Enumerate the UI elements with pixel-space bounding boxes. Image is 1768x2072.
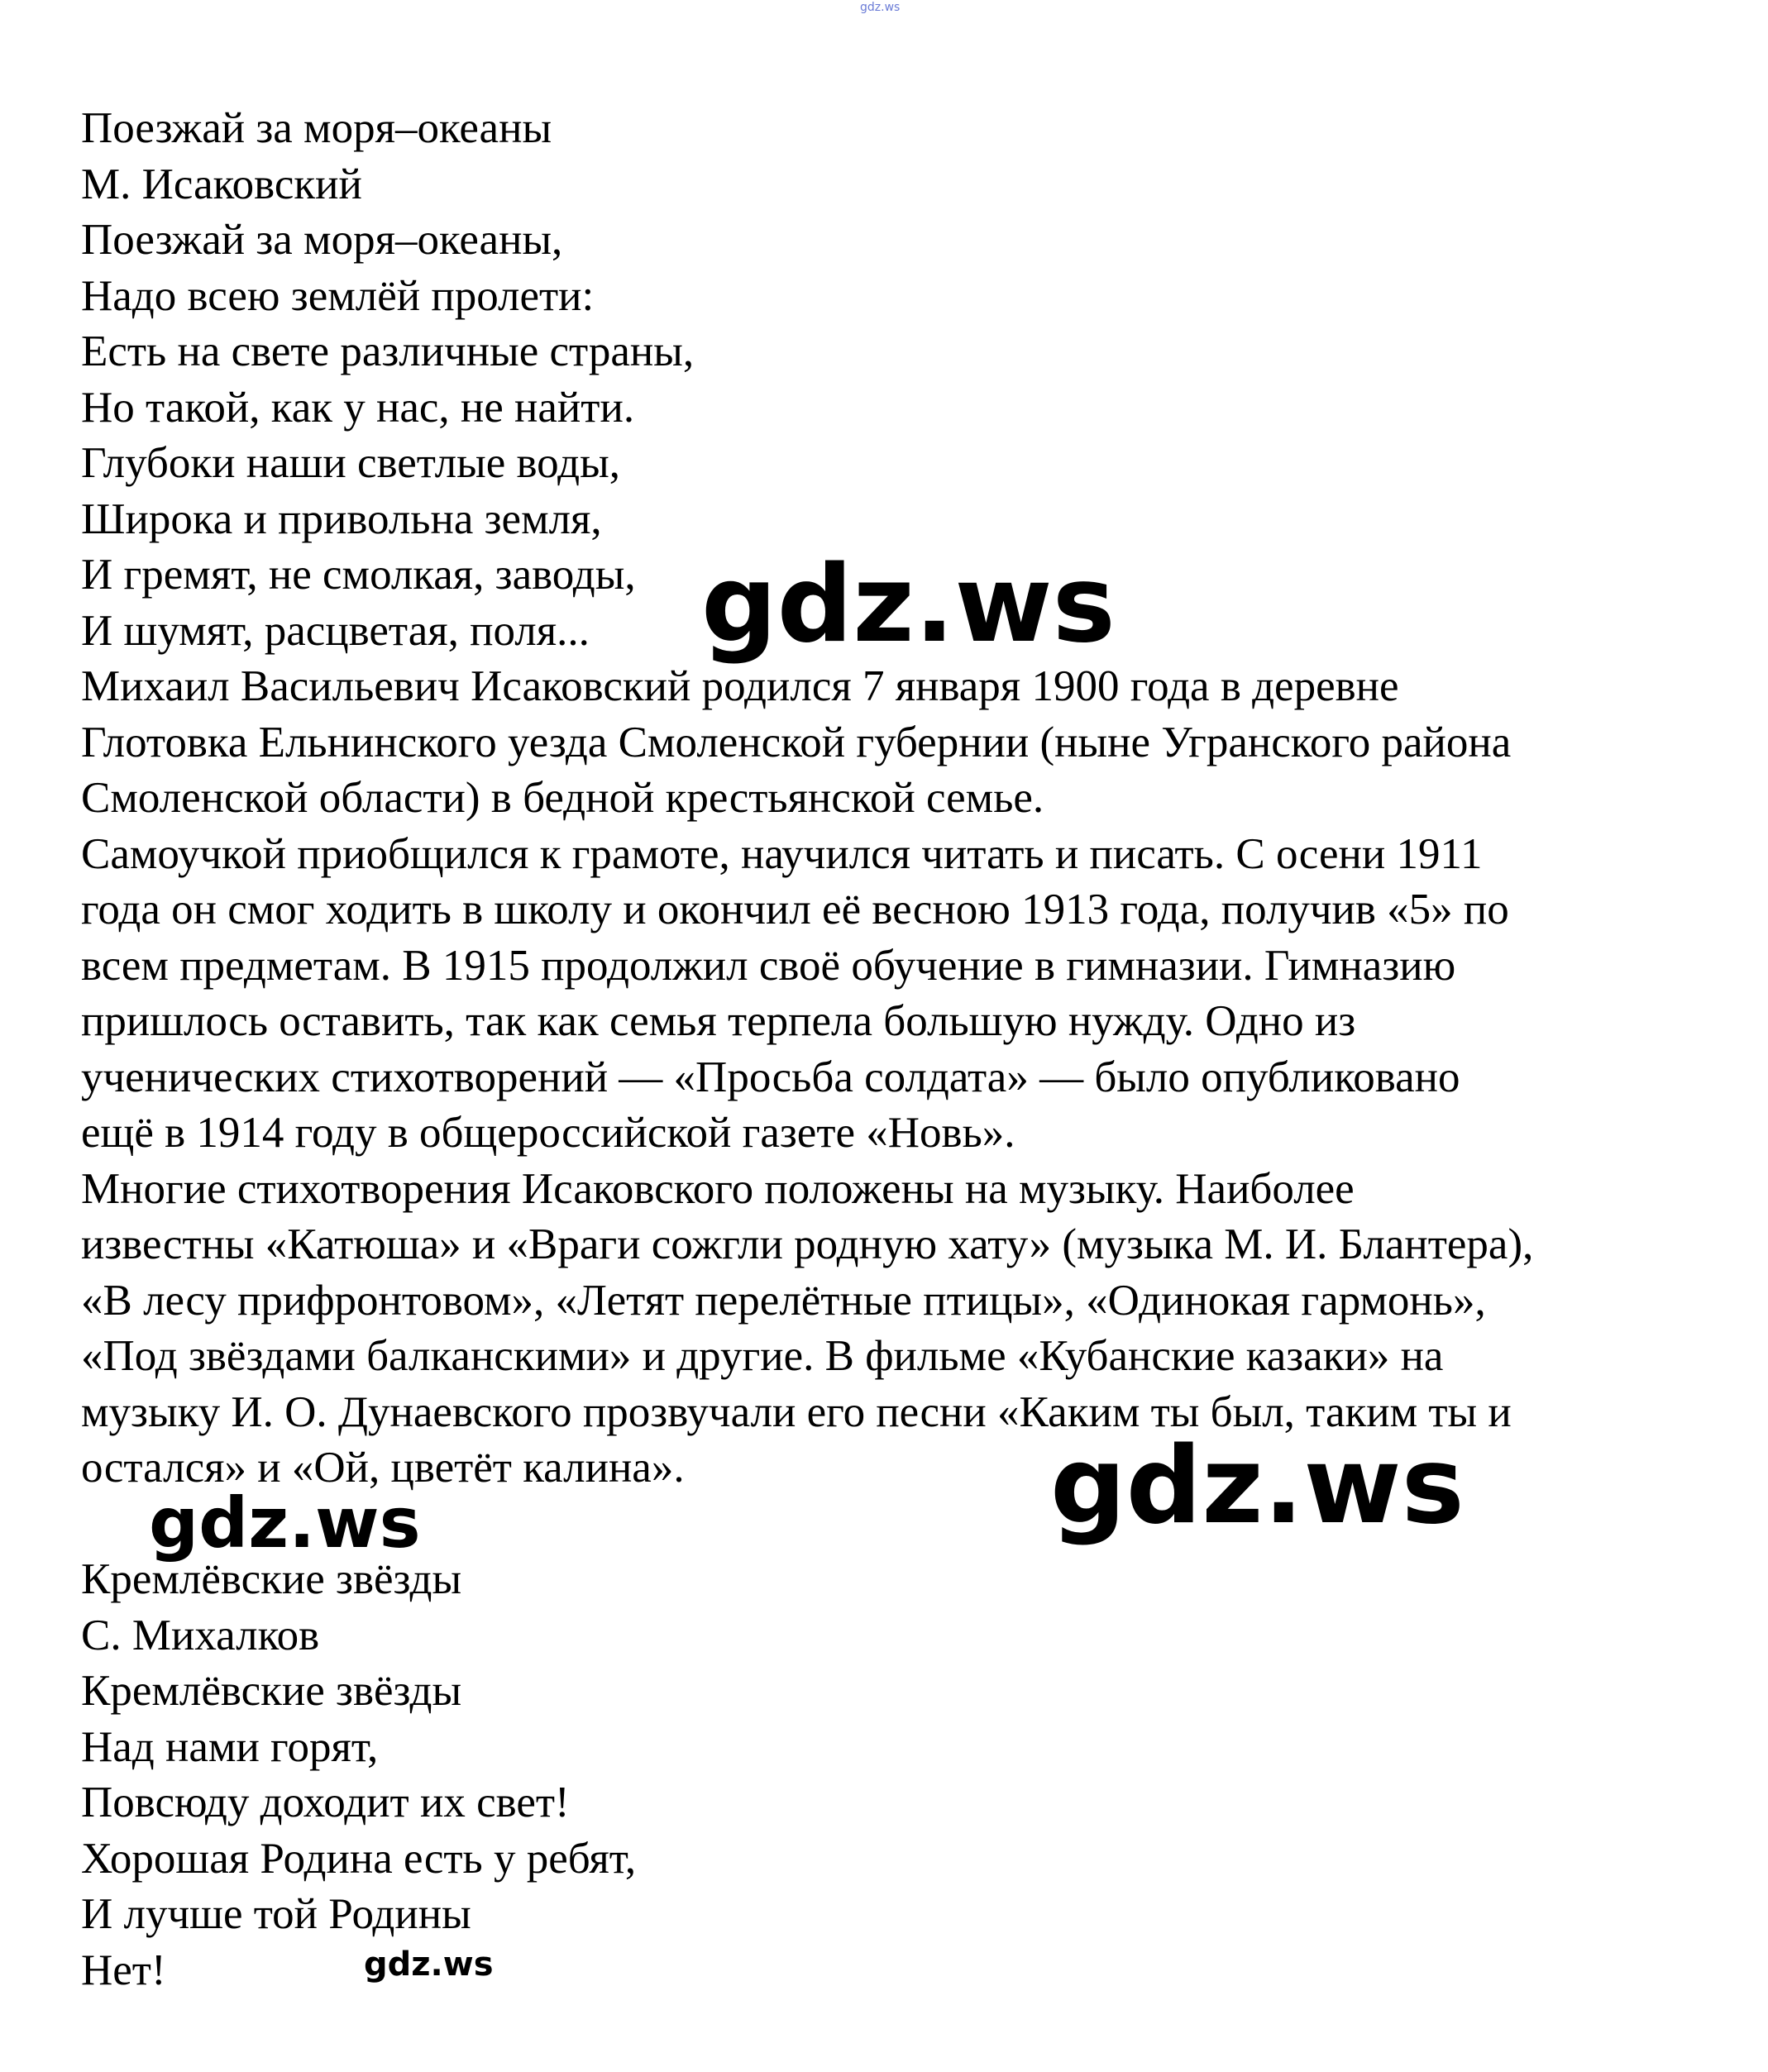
poem-stanza	[81, 1664, 1735, 1998]
watermark: gdz.ws	[364, 1945, 494, 1984]
poem-line: Нет!	[81, 1945, 166, 1994]
poem-line: Над нами горят,	[81, 1722, 379, 1771]
poem-line: Но такой, как у нас, не найти.	[81, 383, 635, 432]
bio-line: ученических стихотворений — «Просьба солдата» — было опубликовано	[81, 1053, 1460, 1101]
watermark: gdz.ws	[701, 543, 1116, 666]
bio-line: известны «Катюша» и «Враги сожгли родную хату» (музыка М. И. Блантера),	[81, 1220, 1534, 1268]
poem-line: Надо всею землёй пролети:	[81, 271, 595, 320]
bio-line: Многие стихотворения Исаковского положены на музыку. Наиболее	[81, 1164, 1355, 1213]
poem-title: Поезжай за моря–океаны	[81, 104, 552, 152]
bio-line: года он смог ходить в школу и окончил её весною 1913 года, получив «5» по	[81, 886, 1509, 933]
poem-line: И шумят, расцветая, поля...	[81, 606, 590, 655]
poem-title: Кремлёвские звёзды	[81, 1555, 462, 1603]
bio-line: музыку И. О. Дунаевского прозвучали его песни «Каким ты был, таким ты и	[81, 1387, 1512, 1436]
poem-line: Поезжай за моря–океаны,	[81, 216, 563, 264]
bio-line: всем предметам. В 1915 продолжил своё обучение в гимназии. Гимназию	[81, 941, 1456, 990]
watermark: gdz.ws	[149, 1482, 421, 1564]
bio-paragraph	[81, 1162, 1735, 1497]
bio-line: «В лесу прифронтовом», «Летят перелётные птицы», «Одинокая гармонь»,	[81, 1276, 1486, 1325]
poem-line: И лучше той Родины	[81, 1890, 471, 1938]
poem-line: Есть на свете различные страны,	[81, 327, 695, 375]
bio-line: Михаил Васильевич Исаковский родился 7 января 1900 года в деревне	[81, 662, 1399, 710]
watermark: gdz.ws	[1050, 1425, 1465, 1548]
bio-line: Глотовка Ельнинского уезда Смоленской губернии (ныне Угранского района	[81, 718, 1512, 766]
poem-line: Широка и привольна земля,	[81, 494, 602, 543]
poem-author: С. Михалков	[81, 1611, 320, 1659]
bio-paragraph	[81, 827, 1735, 1162]
poem-line: Кремлёвские звёзды	[81, 1667, 462, 1715]
site-mark: gdz.ws	[860, 1, 901, 14]
poem-line: Хорошая Родина есть у ребят,	[81, 1834, 637, 1883]
bio-line: остался» и «Ой, цветёт калина».	[81, 1444, 685, 1492]
poem-line: Глубоки наши светлые воды,	[81, 439, 620, 487]
bio-line: ещё в 1914 году в общероссийской газете «Новь».	[81, 1109, 1015, 1157]
poem-line: И гремят, не смолкая, заводы,	[81, 551, 636, 599]
bio-paragraph	[81, 659, 1735, 827]
document-body	[81, 101, 1735, 1998]
poem-line: Повсюду доходит их свет!	[81, 1778, 570, 1826]
bio-line: Самоучкой приобщился к грамоте, научился читать и писать. С осени 1911	[81, 829, 1483, 878]
bio-line: «Под звёздами балканскими» и другие. В фильме «Кубанские казаки» на	[81, 1332, 1444, 1380]
bio-line: пришлось оставить, так как семья терпела большую нужду. Одно из	[81, 997, 1356, 1045]
poem-author: М. Исаковский	[81, 160, 362, 208]
bio-line: Смоленской области) в бедной крестьянской семье.	[81, 774, 1044, 822]
